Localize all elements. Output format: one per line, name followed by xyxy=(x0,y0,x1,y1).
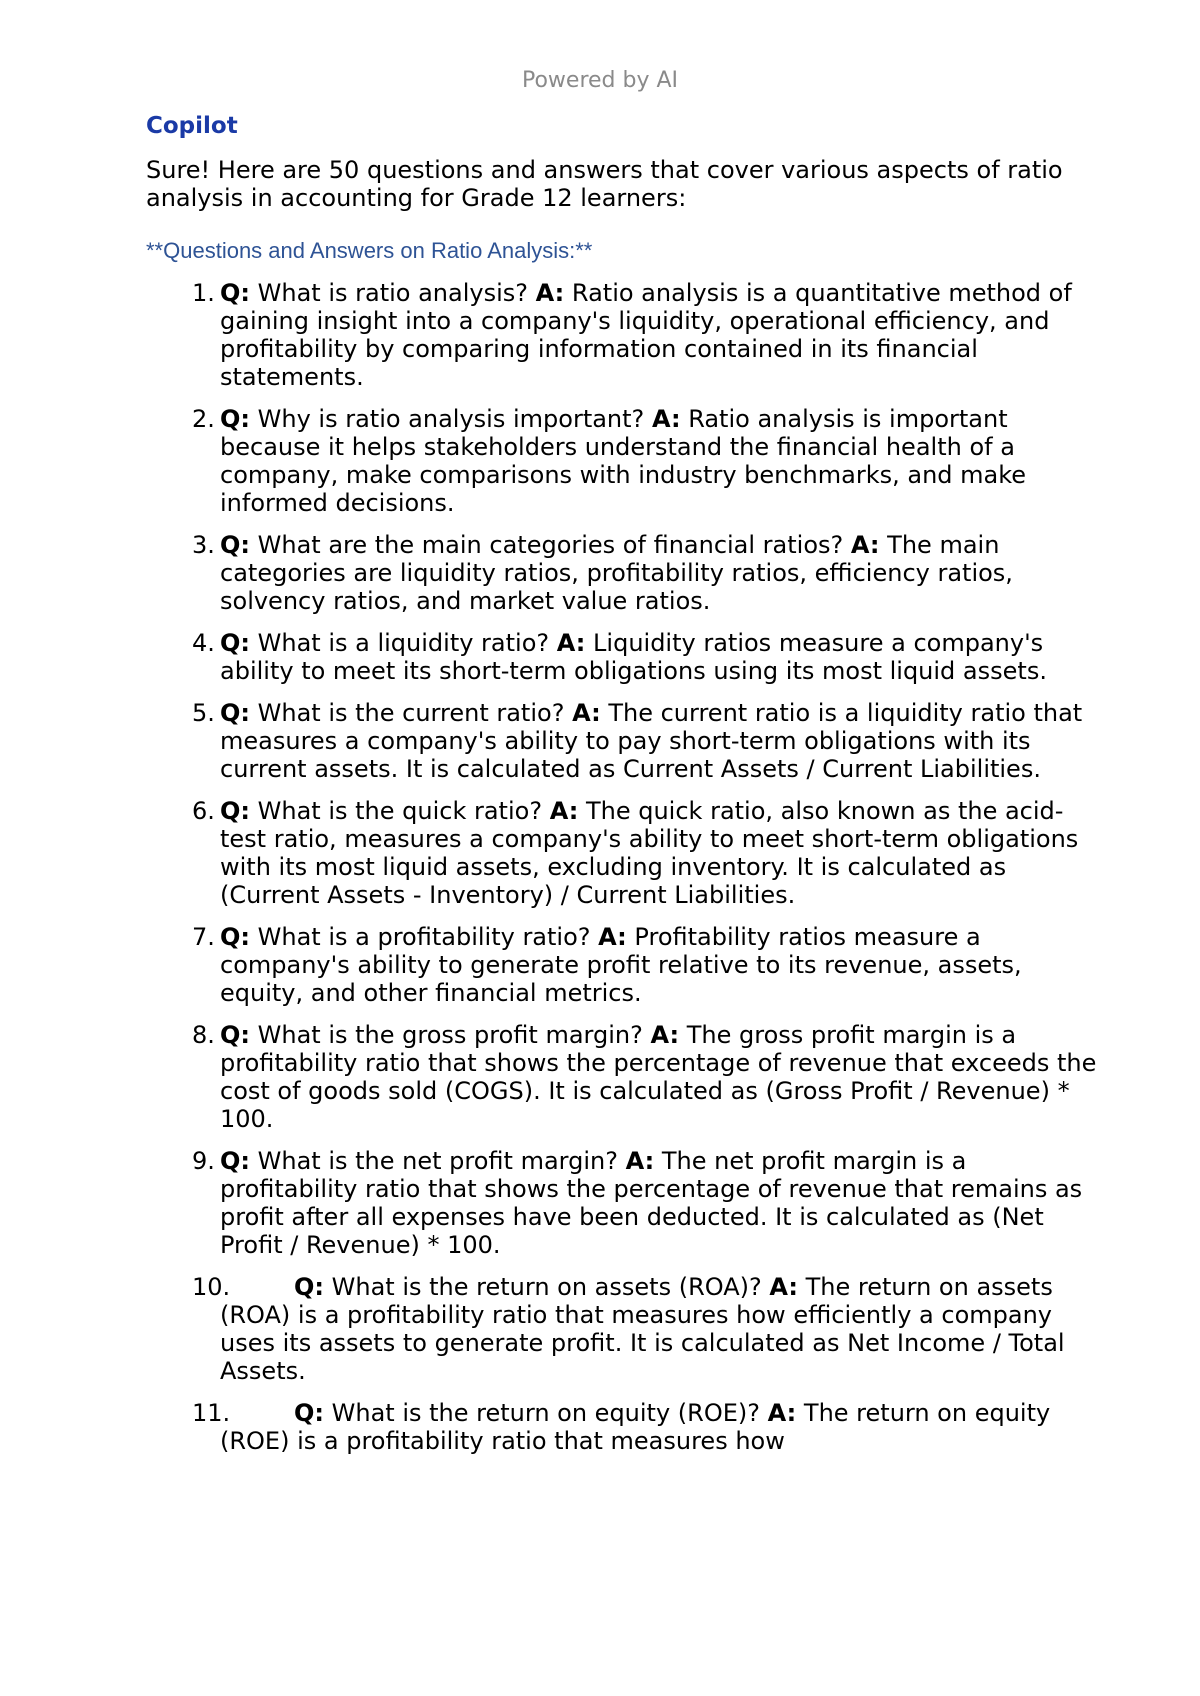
qa-number: 8. xyxy=(192,1021,215,1049)
question-label: Q: xyxy=(220,923,250,951)
answer-text: The return on equity (ROE) is a profitability ratio that measures how xyxy=(220,1399,1051,1455)
question-label: Q: xyxy=(220,531,250,559)
answer-label: A: xyxy=(535,279,565,307)
qa-item xyxy=(0,279,1100,391)
answer-text: The main categories are liquidity ratios, profitability ratios, efficiency ratios, solvency ratios, and market value ratios. xyxy=(220,531,1013,615)
qa-number: 6. xyxy=(192,797,215,825)
qa-number: 10. xyxy=(192,1273,231,1301)
question-label: Q: xyxy=(220,279,250,307)
qa-number: 11. xyxy=(192,1399,231,1427)
answer-label: A: xyxy=(572,699,601,727)
answer-label: A: xyxy=(598,923,627,951)
answer-text: The current ratio is a liquidity ratio that measures a company's ability to pay short-term obligations with its current assets. It is calculated as Current Assets / Current Liabilities. xyxy=(220,699,1083,783)
question-text: What is the return on equity (ROE)? xyxy=(331,1399,760,1427)
question-text: What is the gross profit margin? xyxy=(257,1021,643,1049)
qa-number: 2. xyxy=(192,405,215,433)
question-text: What are the main categories of financial ratios? xyxy=(257,531,844,559)
answer-label: A: xyxy=(850,531,880,559)
question-text: What is the current ratio? xyxy=(257,699,565,727)
qa-item xyxy=(0,699,1100,783)
qa-item xyxy=(0,1021,1100,1133)
qa-item xyxy=(0,629,1100,685)
answer-label: A: xyxy=(767,1399,797,1427)
qa-number: 5. xyxy=(192,699,215,727)
answer-label: A: xyxy=(625,1147,655,1175)
question-text: What is the quick ratio? xyxy=(257,797,543,825)
qa-number: 7. xyxy=(192,923,215,951)
page-header: Powered by AI xyxy=(521,68,679,93)
answer-label: A: xyxy=(650,1021,680,1049)
answer-text: Ratio analysis is important because it helps stakeholders understand the financial health of a company, make comparisons with industry benchmarks, and make informed decisions. xyxy=(220,405,1027,517)
answer-label: A: xyxy=(549,797,579,825)
question-label: Q: xyxy=(220,1147,250,1175)
question-label: Q: xyxy=(294,1273,324,1301)
question-label: Q: xyxy=(220,699,250,727)
question-label: Q: xyxy=(294,1399,324,1427)
qa-item xyxy=(0,405,1100,517)
question-text: What is a liquidity ratio? xyxy=(257,629,550,657)
document-title: Copilot xyxy=(146,113,238,139)
answer-text: The net profit margin is a profitability ratio that shows the percentage of revenue that remains as profit after all expenses have been deducted. It is calculated as (Net Profit / Revenue) * 100. xyxy=(220,1147,1083,1259)
qa-item xyxy=(0,923,1100,1007)
answer-label: A: xyxy=(769,1273,798,1301)
question-text: Why is ratio analysis important? xyxy=(257,405,645,433)
answer-label: A: xyxy=(651,405,681,433)
question-label: Q: xyxy=(220,629,250,657)
answer-text: The quick ratio, also known as the acid-test ratio, measures a company's ability to meet short-term obligations with its most liquid assets, excluding inventory. It is calculated as (Current Assets - Inventory) / Current Liabilities. xyxy=(220,797,1079,909)
question-text: What is the return on assets (ROA)? xyxy=(331,1273,762,1301)
qa-item xyxy=(0,797,1100,909)
qa-item xyxy=(0,1273,1100,1385)
question-text: What is a profitability ratio? xyxy=(257,923,591,951)
section-heading: **Questions and Answers on Ratio Analysis:** xyxy=(146,238,593,263)
qa-number: 1. xyxy=(192,279,215,307)
qa-item xyxy=(0,531,1100,615)
answer-label: A: xyxy=(556,629,586,657)
answer-text: Ratio analysis is a quantitative method of gaining insight into a company's liquidity, operational efficiency, and profitability by comparing information contained in its financial statements. xyxy=(220,279,1072,391)
qa-number: 9. xyxy=(192,1147,215,1175)
qa-item xyxy=(0,1399,1100,1455)
intro-paragraph: Sure! Here are 50 questions and answers that cover various aspects of ratio analysis in accounting for Grade 12 learners: xyxy=(146,156,1063,212)
answer-text: The gross profit margin is a profitability ratio that shows the percentage of revenue that exceeds the cost of goods sold (COGS). It is calculated as (Gross Profit / Revenue) * 100. xyxy=(220,1021,1097,1133)
answer-text: Profitability ratios measure a company's ability to generate profit relative to its revenue, assets, equity, and other financial metrics. xyxy=(220,923,1022,1007)
qa-number: 4. xyxy=(192,629,215,657)
question-label: Q: xyxy=(220,1021,250,1049)
qa-list xyxy=(0,279,1200,1469)
question-label: Q: xyxy=(220,405,250,433)
answer-text: The return on assets (ROA) is a profitability ratio that measures how efficiently a company uses its assets to generate profit. It is calculated as Net Income / Total Assets. xyxy=(220,1273,1065,1385)
question-label: Q: xyxy=(220,797,250,825)
qa-item xyxy=(0,1147,1100,1259)
question-text: What is ratio analysis? xyxy=(257,279,529,307)
question-text: What is the net profit margin? xyxy=(257,1147,618,1175)
qa-number: 3. xyxy=(192,531,215,559)
answer-text: Liquidity ratios measure a company's ability to meet its short-term obligations using its most liquid assets. xyxy=(220,629,1047,685)
